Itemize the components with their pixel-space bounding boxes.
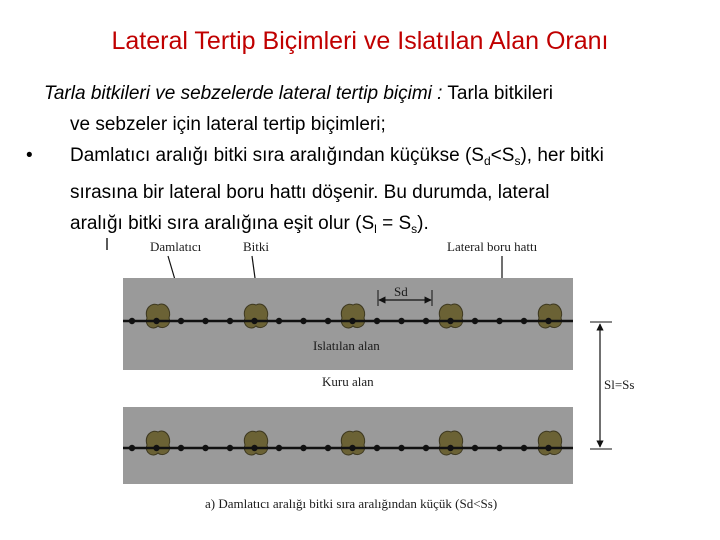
emitter-dot: [227, 445, 233, 451]
emitter-dot: [129, 445, 135, 451]
bullet-line-2: sırasına bir lateral boru hattı döşenir. Bu durumda, lateral: [70, 182, 550, 203]
emitter-dot: [300, 445, 306, 451]
emitter-dot: [153, 445, 159, 451]
emitter-dot: [447, 445, 453, 451]
sub-l: l: [374, 222, 377, 236]
plant-icon: [146, 304, 169, 328]
bullet-text-3: ), her bitki: [520, 145, 604, 166]
emitter-dot: [447, 318, 453, 324]
emitter-dot: [276, 445, 282, 451]
emitter-dot: [472, 445, 478, 451]
label-sd: Sd: [394, 284, 408, 299]
emitter-dot: [202, 318, 208, 324]
bullet-text-1: Damlatıcı aralığı bitki sıra aralığından küçükse (S: [70, 145, 484, 166]
plant-icon: [341, 304, 364, 328]
emitter-dot: [325, 318, 331, 324]
slide-title: Lateral Tertip Biçimleri ve Islatılan Alan Oranı: [111, 27, 609, 55]
plant-icon: [244, 431, 267, 455]
emitter-dot: [178, 445, 184, 451]
emitter-dot: [349, 318, 355, 324]
emitter-dot: [129, 318, 135, 324]
plant-icon: [146, 431, 169, 455]
emitter-dot: [300, 318, 306, 324]
emitter-dot: [398, 318, 404, 324]
emitter-dot: [153, 318, 159, 324]
bullet-icon: •: [26, 145, 33, 166]
emitter-dot: [521, 318, 527, 324]
label-sl-ss: Sl=Ss: [604, 377, 635, 392]
plant-icon: [439, 304, 462, 328]
label-damlatici: Damlatıcı: [150, 239, 202, 254]
sub-s2: s: [411, 222, 418, 236]
emitter-dot: [349, 445, 355, 451]
intro-label: Tarla bitkileri ve sebzelerde lateral tertip biçimi :: [44, 83, 443, 104]
emitter-dot: [276, 318, 282, 324]
sub-s: s: [514, 154, 521, 168]
emitter-dot: [545, 318, 551, 324]
emitter-dot: [472, 318, 478, 324]
emitter-dot: [251, 318, 257, 324]
emitter-dot: [251, 445, 257, 451]
label-islatilan: Islatılan alan: [313, 338, 380, 353]
plant-icon: [538, 304, 561, 328]
emitter-dot: [178, 318, 184, 324]
emitter-dot: [496, 318, 502, 324]
plant-icon: [439, 431, 462, 455]
bullet-text-2: <S: [490, 145, 515, 166]
bullet-text-6: ).: [417, 213, 429, 234]
label-kuru: Kuru alan: [322, 374, 374, 389]
label-bitki: Bitki: [243, 239, 270, 254]
bullet-text-5: = S: [376, 213, 412, 234]
emitter-dot: [374, 318, 380, 324]
label-lateral: Lateral boru hattı: [447, 239, 538, 254]
emitter-dot: [325, 445, 331, 451]
emitter-dot: [496, 445, 502, 451]
emitter-dot: [398, 445, 404, 451]
plant-icon: [244, 304, 267, 328]
plant-icon: [341, 431, 364, 455]
intro-rest: Tarla bitkileri: [442, 83, 553, 104]
sub-d: d: [483, 154, 491, 168]
emitter-dot: [374, 445, 380, 451]
emitter-dot: [423, 445, 429, 451]
emitter-dot: [423, 318, 429, 324]
intro-line-2: ve sebzeler için lateral tertip biçimleri;: [70, 114, 386, 135]
plant-icon: [538, 431, 561, 455]
diagram-caption: a) Damlatıcı aralığı bitki sıra aralığından küçük (Sd<Ss): [205, 496, 498, 511]
bullet-text-4: aralığı bitki sıra aralığına eşit olur (S: [70, 213, 375, 234]
emitter-dot: [202, 445, 208, 451]
emitter-dot: [521, 445, 527, 451]
emitter-dot: [545, 445, 551, 451]
emitter-dot: [227, 318, 233, 324]
